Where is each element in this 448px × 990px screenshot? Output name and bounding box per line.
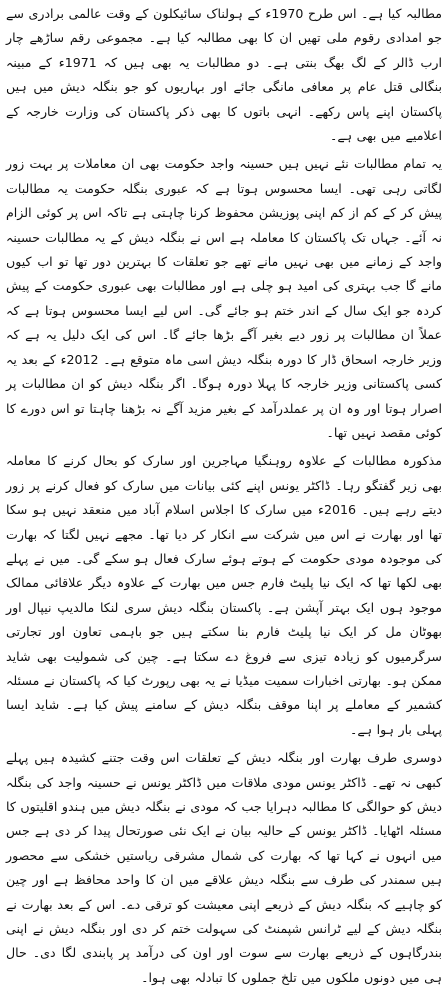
article-paragraph: یہ تمام مطالبات نئے نہیں ہیں حسینہ واجد حکومت بھی ان معاملات پر بہت زور لگاتی رہی تھی۔ ایسا محسوس ہوتا ہے کہ عبوری بنگلہ حکومت یہ مطالبات پیش کر کے کم از کم اپنی پوزیشن محفوظ کرنا چاہتی ہے تاکہ اس پر کوئی الزام نہ آئے۔ جہاں تک پاکستان کا معاملہ ہے اس نے بنگلہ دیش کے یہ مطالبات حسینہ واجد کے زمانے میں بھی نہیں مانے تھے جو تعلقات کا بہترین دور تھا تو اب کیوں مانے گا جب بہتری کی امید ہو چلی ہے اور مطالبات بھی عبوری حکومت کے پیش کردہ جو ایک سال کے اندر ختم ہو جائے گی۔ اس لیے ایسا محسوس ہوتا ہے کہ عملاً ان مطالبات پر زور دیے بغیر آگے بڑھا جائے گا۔ اس کی ایک دلیل یہ ہے کہ وزیر خارجہ اسحاق ڈار کا دورہ بنگلہ دیش اسی ماہ متوقع ہے۔ 2012ء کے بعد یہ کسی پاکستانی وزیر خارجہ کا پہلا دورہ ہوگا۔ اگر بنگلہ دیش کو ان مطالبات پر اصرار ہوتا اور وہ ان پر عملدرآمد کے بغیر مزید آگے نہ بڑھنا چاہتا تو اس دورے کا کوئی مقصد نہیں تھا۔ xyxy=(6,156,442,440)
article-paragraph: مذکورہ مطالبات کے علاوہ روہنگیا مہاجرین اور سارک کو بحال کرنے کا معاملہ بھی زیر گفتگو رہا۔ ڈاکٹر یونس اپنے کئی بیانات میں سارک کو فعال کرنے پر زور دیتے رہے ہیں۔ 2016ء میں سارک کا اجلاس اسلام آباد میں منعقد نہیں ہو سکا تھا اور بھارت نے اس میں شرکت سے انکار کر دیا تھا۔ مجھے نہیں لگتا کہ بھارت کی موجودہ مودی حکومت کے ہوتے ہوئے سارک فعال ہو سکے گی۔ میں نے پہلے بھی لکھا تھا کہ ایک نیا پلیٹ فارم جس میں بھارت کے علاوہ دیگر علاقائی ممالک موجود ہوں ایک بہتر آپشن ہے۔ پاکستان بنگلہ دیش سری لنکا مالدیپ نیپال اور بھوٹان مل کر ایک نیا پلیٹ فارم بنا سکتے ہیں جو باہمی تعاون اور تجارتی سرگرمیوں کو زیادہ تیزی سے فروغ دے سکتا ہے۔ چین کی شمولیت بھی شاید ممکن ہو۔ بھارتی اخبارات سمیت میڈیا نے یہ بھی رپورٹ کیا کہ پاکستان نے مسئلہ کشمیر کے معاملے پر اپنا موقف بنگلہ دیش کے سامنے پیش کیا ہے۔ شاید ایسا پہلی بار ہوا ہے۔ xyxy=(6,453,442,737)
article-paragraph: دوسری طرف بھارت اور بنگلہ دیش کے تعلقات اس وقت جتنے کشیدہ ہیں پہلے کبھی نہ تھے۔ ڈاکٹر یونس مودی ملاقات میں ڈاکٹر یونس نے حسینہ واجد کی بنگلہ دیش کو حوالگی کا مطالبہ دہرایا جب کہ مودی نے بنگلہ دیش میں ہندو اقلیتوں کا مسئلہ اٹھایا۔ ڈاکٹر یونس کے حالیہ بیان نے ایک نئی صورتحال پیدا کر دی ہے جس میں انہوں نے کہا تھا کہ بھارت کی شمال مشرقی ریاستیں خشکی سے محصور ہیں سمندر کی طرف سے بنگلہ دیش علاقے میں ان کا واحد محافظ ہے اور چین کو چاہیے کہ بنگلہ دیش کے ذریعے اپنی معیشت کو ترقی دے۔ اس کے بعد بھارت نے بنگلہ دیش کے لیے ٹرانس شپمنٹ کی سہولت ختم کر دی اور بنگلہ دیش نے اپنی بندرگاہوں کے ذریعے بھارت سے سوت اور اون کی درآمد پر پابندی لگا دی۔ حال ہی میں دونوں ملکوں میں تلخ جملوں کا تبادلہ بھی ہوا۔ xyxy=(6,750,442,985)
article-paragraph: مطالبہ کیا ہے۔ اس طرح 1970ء کے ہولناک سائیکلون کے وقت عالمی برادری سے جو امدادی رقوم ملی تھیں ان کا بھی مطالبہ کیا ہے۔ مجموعی رقم ساڑھے چار ارب ڈالر کے لگ بھگ بنتی ہے۔ دو مطالبات یہ بھی ہیں کہ 1971ء کے مبینہ بنگالی قتل عام پر معافی مانگی جائے اور بہاریوں کو جو بنگلہ دیش میں ہیں پاکستان اپنے پاس رکھے۔ انہی باتوں کا بھی ذکر پاکستان کی وزارت خارجہ کے اعلامیے میں بھی ہے۔ xyxy=(6,6,442,144)
